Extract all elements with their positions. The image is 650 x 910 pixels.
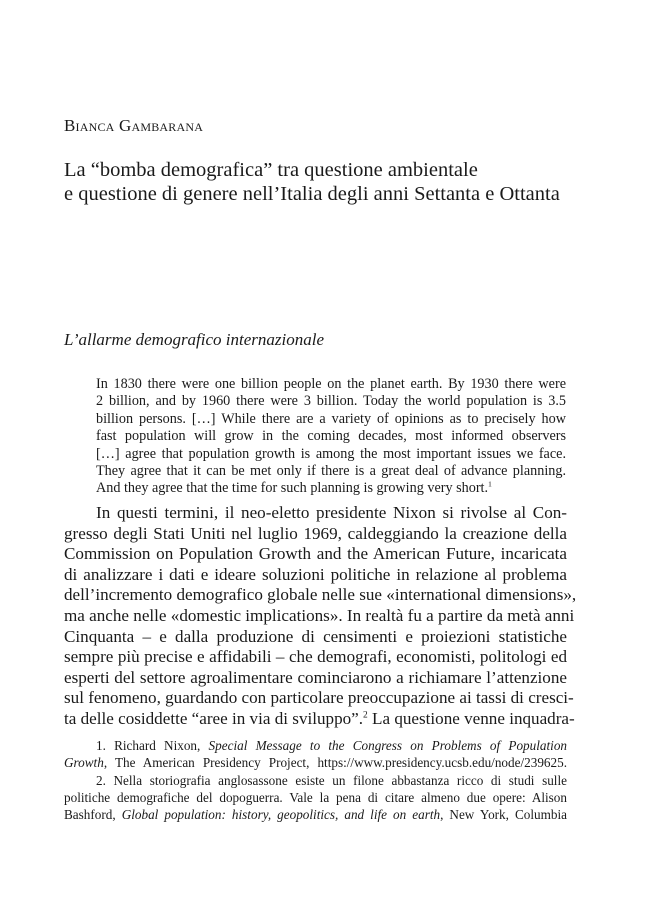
body-line-last: [64, 708, 575, 730]
block-quote: [96, 376, 566, 498]
body-line: sul fenomeno, guardando con particolare preoccupazione ai tassi di cresci-: [64, 688, 574, 708]
body-line: Commission on Population Growth and the American Future, incaricata: [64, 544, 567, 564]
title-line-1: La “bomba demografica” tra questione ambientale: [64, 159, 478, 181]
footnote-2-rest: , New York, Columbia: [440, 807, 567, 823]
footnote-1-title-end: Growth: [64, 755, 104, 771]
author-name: Bianca Gambarana: [64, 116, 204, 135]
footnote-2-title: Global population: history, geopolitics, and life on earth: [121, 807, 441, 823]
body-line: gresso degli Stati Uniti nel luglio 1969, caldeggiando la creazione della: [64, 523, 567, 543]
footnote-ref-2[interactable]: 2: [363, 710, 368, 721]
footnote-ref-1[interactable]: 1: [488, 479, 492, 489]
body-line: In questi termini, il neo-eletto presidente Nixon si rivolse al Con-: [96, 503, 567, 522]
footnote-1-rest: , The American Presidency Project, https://www.presidency.ucsb.edu/node/239625.: [103, 755, 567, 771]
quote-line: […] agree that population growth is among the most important issues we face.: [96, 445, 566, 462]
body-line: dell’incremento demografico globale nelle sue «international dimensions»,: [64, 585, 577, 605]
footnote-1-prefix: 1. Richard Nixon,: [96, 738, 209, 753]
quote-line: 2 billion, and by 1960 there were 3 billion. Today the world population is 3.5: [96, 393, 566, 410]
footnote-2-prefix: Bashford,: [64, 807, 122, 823]
footnote-1-title: Special Message to the Congress on Problems of Population: [208, 738, 568, 753]
body-line-end: La questione venne inquadra-: [367, 708, 575, 728]
title-line-2: e questione di genere nell’Italia degli anni Settanta e Ottanta: [64, 183, 560, 205]
body-line: ma anche nelle «domestic implications». In realtà fu a partire da metà anni: [64, 605, 575, 625]
quote-line: fast population will grow in the coming decades, most informed observers: [96, 428, 566, 445]
quote-line: billion persons. […] While there are a variety of opinions as to precisely how: [96, 410, 566, 427]
quote-line: In 1830 there were one billion people on the planet earth. By 1930 there were: [96, 376, 566, 392]
body-line: Cinquanta – e dalla produzione di censimenti e proiezioni statistiche: [64, 626, 567, 646]
article-title: [64, 158, 604, 206]
footnote-1-line-1: [64, 737, 567, 754]
footnote-2-line-2: politiche demografiche del dopoguerra. Vale la pena di citare almeno due opere: Alison: [64, 789, 567, 805]
body-line: esperti del settore agroalimentare cominciarono a richiamare l’attenzione: [64, 667, 567, 687]
footnote-1-line-2: [64, 754, 567, 771]
footnotes: [64, 737, 567, 823]
quote-line-last: [96, 480, 566, 497]
body-line: sempre più precise e affidabili – che demografi, economisti, politologi ed: [64, 647, 567, 667]
body-line-start: ta delle cosiddette “aree in via di sviluppo”.: [64, 708, 364, 728]
quote-line: They agree that it can be met only if there is a great deal of advance planning.: [96, 463, 566, 480]
footnote-2-line-1: 2. Nella storiografia anglosassone esiste un filone abbastanza ricco di studi sulle: [96, 772, 567, 788]
body-paragraph: [64, 503, 577, 730]
body-line: di analizzare i dati e ideare soluzioni politiche in relazione al problema: [64, 564, 567, 584]
section-heading: L’allarme demografico internazionale: [64, 330, 325, 349]
footnote-2-line-3: [64, 806, 567, 823]
quote-line-text: And they agree that the time for such planning is growing very short.: [96, 480, 489, 497]
